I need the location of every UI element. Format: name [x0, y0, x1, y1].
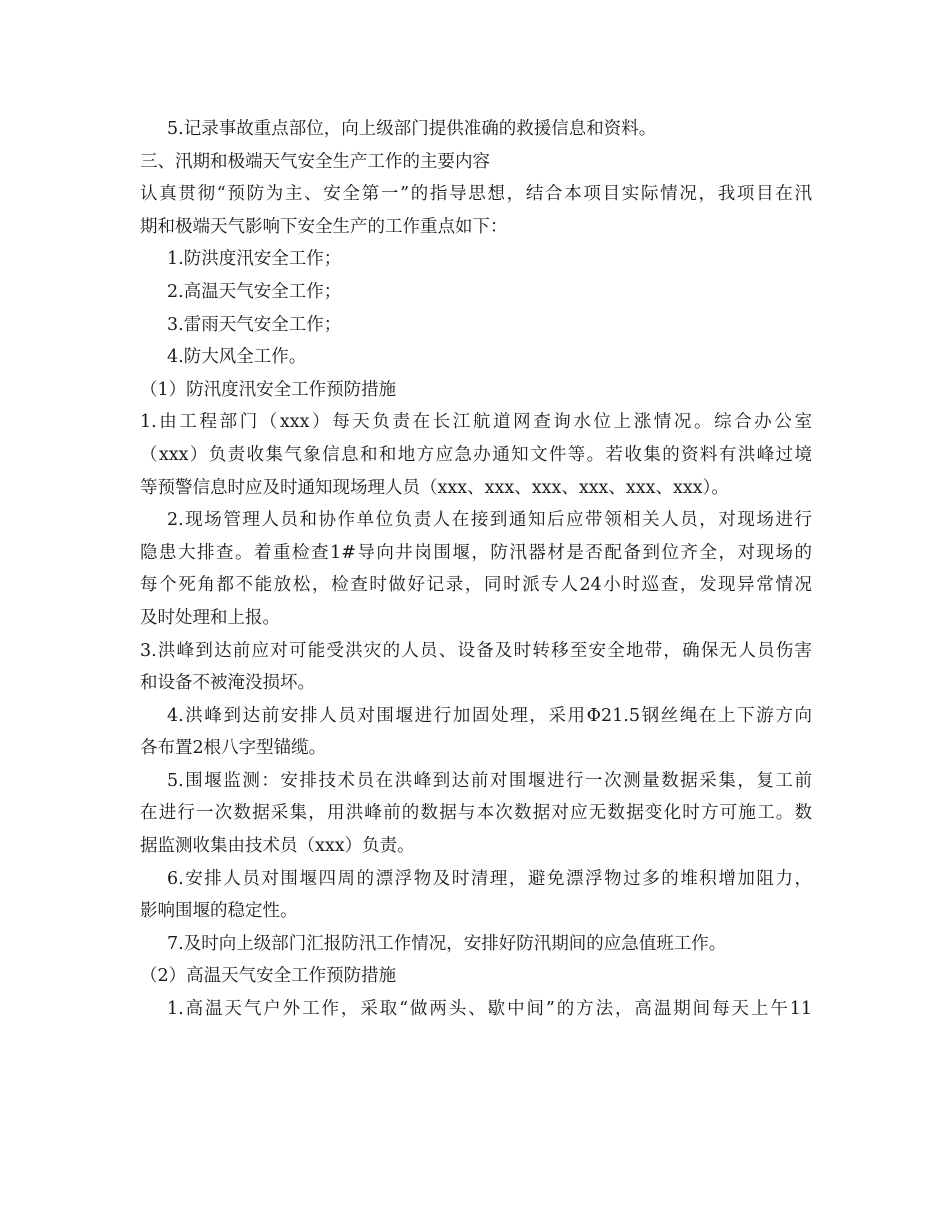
- document-body: [140, 113, 812, 1026]
- text-line: （1）防汛度汛安全工作预防措施: [140, 379, 397, 400]
- text-line: 等预警信息时应及时通知现场理人员（xxx、xxx、xxx、xxx、xxx、xxx）。: [140, 477, 729, 498]
- text-line: （2）高温天气安全工作预防措施: [140, 966, 397, 987]
- text-line: 5.围堰监测：安排技术员在洪峰到达前对围堰进行一次测量数据采集，复工前: [167, 770, 812, 791]
- text-line: 及时处理和上报。: [140, 607, 280, 628]
- text-line: 5.记录事故重点部位，向上级部门提供准确的救援信息和资料。: [167, 119, 657, 139]
- text-line: 6.安排人员对围堰四周的漂浮物及时清理，避免漂浮物过多的堆积增加阻力，: [167, 868, 812, 889]
- text-line: 3.洪峰到达前应对可能受洪灾的人员、设备及时转移至安全地带，确保无人员伤害: [140, 640, 812, 661]
- text-line: 1.高温天气户外工作，采取“做两头、歇中间”的方法，高温期间每天上午11: [167, 999, 812, 1020]
- text-line: 三、汛期和极端天气安全生产工作的主要内容: [140, 151, 490, 172]
- text-line: 在进行一次数据采集，用洪峰前的数据与本次数据对应无数据变化时方可施工。数: [140, 803, 812, 824]
- text-line: 据监测收集由技术员（xxx）负责。: [140, 836, 415, 857]
- text-line: 影响围堰的稳定性。: [140, 901, 298, 922]
- text-line: 认真贯彻“预防为主、安全第一”的指导思想，结合本项目实际情况，我项目在汛: [140, 184, 812, 205]
- text-line: 4.防大风全工作。: [167, 347, 307, 368]
- text-line: 每个死角都不能放松，检查时做好记录，同时派专人24小时巡查，发现异常情况: [140, 575, 812, 596]
- text-line: 和设备不被淹没损坏。: [140, 673, 315, 694]
- text-line: 1.防洪度汛安全工作；: [167, 249, 342, 270]
- text-line: 隐患大排查。着重检查1#导向井岗围堰，防汛器材是否配备到位齐全，对现场的: [140, 542, 812, 563]
- text-line: 3.雷雨天气安全工作；: [167, 314, 342, 335]
- text-line: 2.高温天气安全工作；: [167, 281, 342, 302]
- text-line: 各布置2根八字型锚缆。: [140, 738, 327, 759]
- text-line: 期和极端天气影响下安全生产的工作重点如下：: [140, 216, 508, 237]
- text-line: 1.由工程部门（xxx）每天负责在长江航道网查询水位上涨情况。综合办公室: [140, 412, 812, 433]
- text-line: （xxx）负责收集气象信息和和地方应急办通知文件等。若收集的资料有洪峰过境: [140, 444, 812, 465]
- text-line: 2.现场管理人员和协作单位负责人在接到通知后应带领相关人员，对现场进行: [167, 510, 812, 531]
- text-line: 4.洪峰到达前安排人员对围堰进行加固处理，采用Φ21.5钢丝绳在上下游方向: [167, 705, 812, 726]
- text-line: 7.及时向上级部门汇报防汛工作情况，安排好防汛期间的应急值班工作。: [167, 933, 727, 954]
